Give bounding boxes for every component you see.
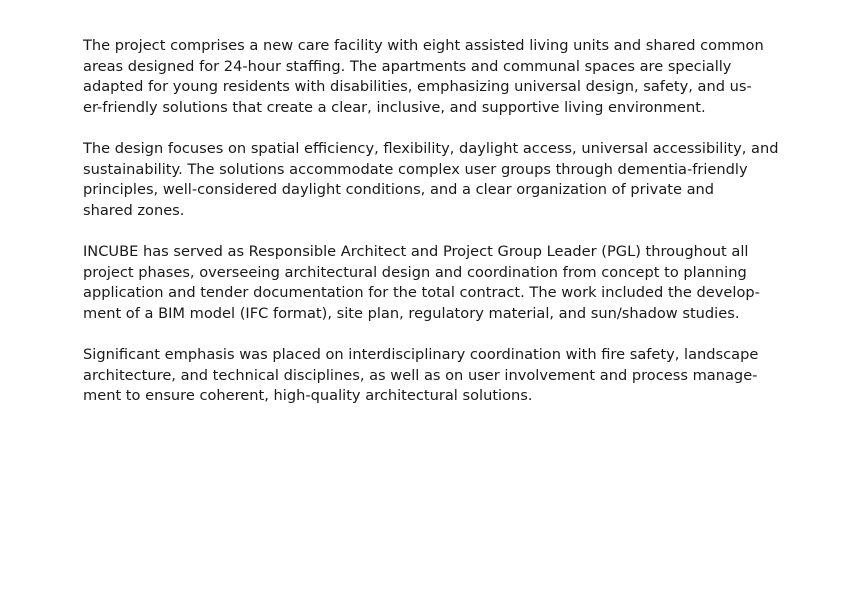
text-line: ment of a BIM model (IFC format), site plan, regulatory material, and sun/shadow studies. [83,304,740,322]
text-line: sustainability. The solutions accommodate complex user groups through dementia-friendly [83,160,748,178]
paragraph-design-focus [83,139,783,221]
text-line: application and tender documentation for the total contract. The work included the develop- [83,284,760,302]
paragraph-role [83,242,783,324]
text-line: The design focuses on spatial efficiency, flexibility, daylight access, universal accessibility, and [83,139,779,157]
text-line: Significant emphasis was placed on interdisciplinary coordination with fire safety, landscape [83,345,759,363]
text-line: shared zones. [83,201,185,219]
text-line: The project comprises a new care facility with eight assisted living units and shared common [83,37,764,54]
project-description [83,36,783,427]
text-line: INCUBE has served as Responsible Architect and Project Group Leader (PGL) throughout all [83,242,749,260]
text-line: architecture, and technical disciplines, as well as on user involvement and process manage- [83,366,758,384]
text-line: adapted for young residents with disabilities, emphasizing universal design, safety, and us- [83,78,752,96]
text-line: er-friendly solutions that create a clear, inclusive, and supportive living environment. [83,98,706,116]
paragraph-coordination [83,345,783,407]
text-line: principles, well-considered daylight conditions, and a clear organization of private and [83,181,715,199]
text-line: ment to ensure coherent, high-quality architectural solutions. [83,387,533,405]
text-line: areas designed for 24-hour staffing. The apartments and communal spaces are specially [83,57,732,75]
paragraph-project-scope [83,36,783,118]
text-line: project phases, overseeing architectural design and coordination from concept to planning [83,263,747,281]
